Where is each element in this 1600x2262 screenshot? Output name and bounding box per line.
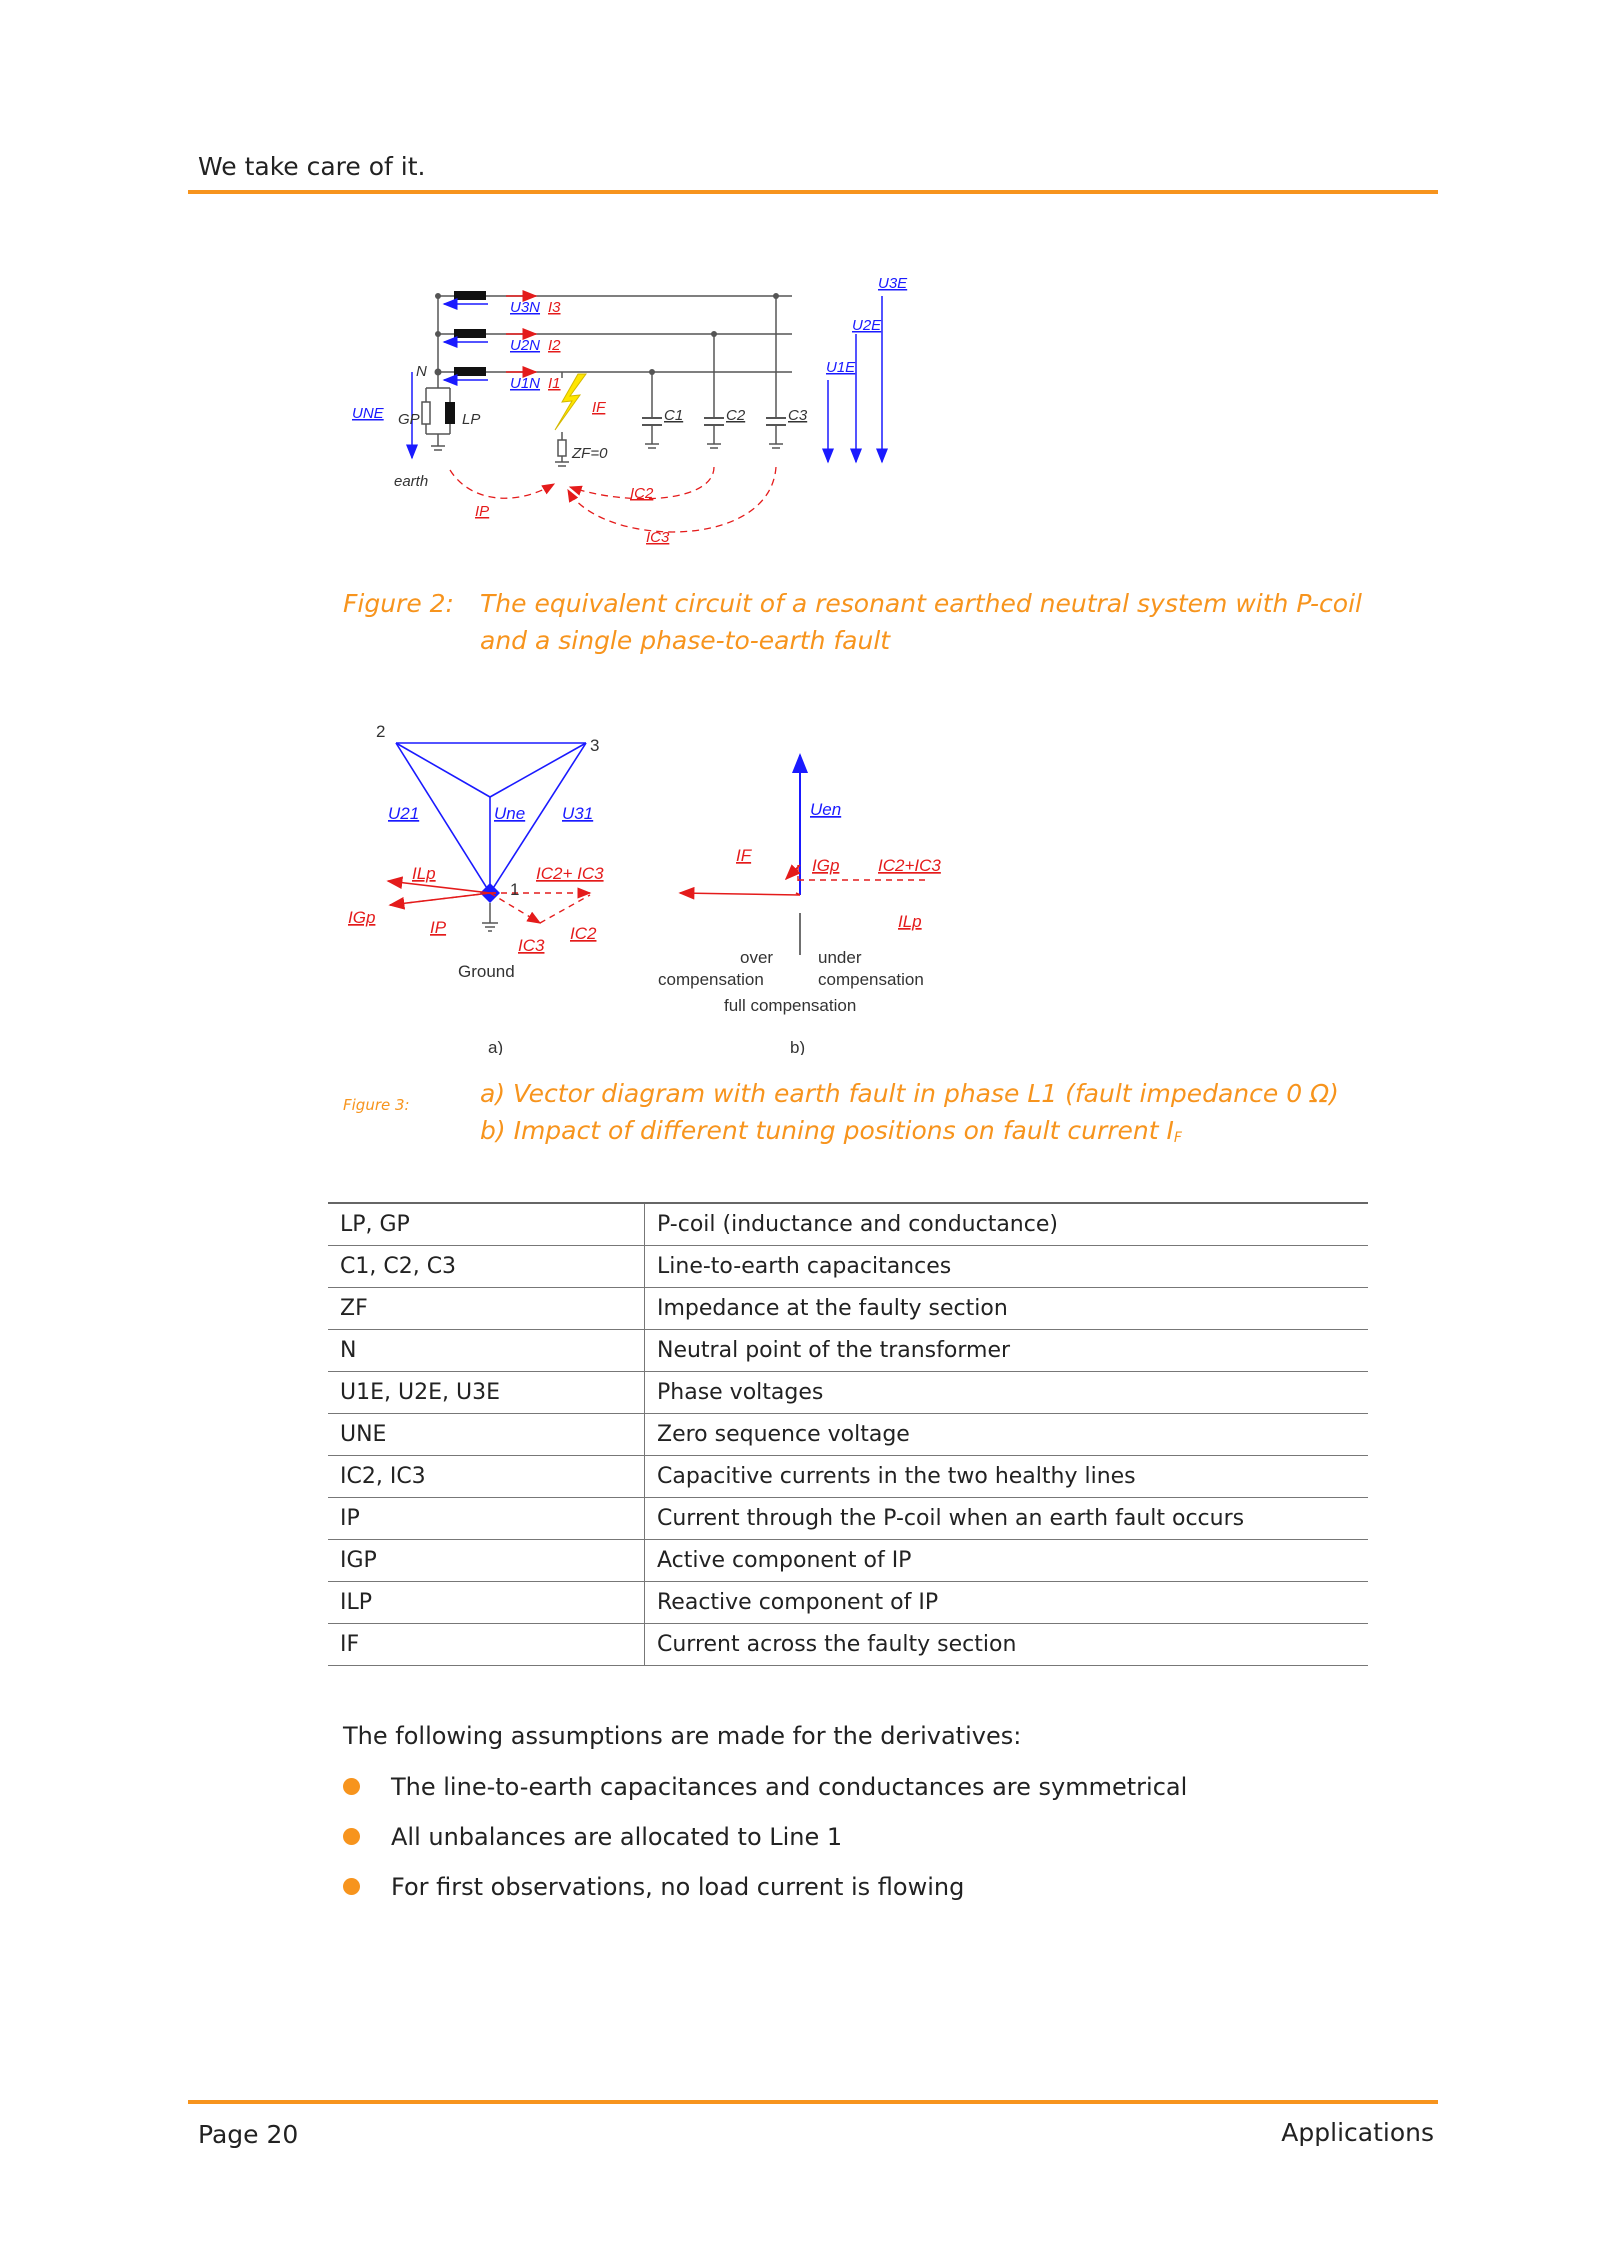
fig3-under-comp: compensation [818, 970, 924, 989]
table-row [328, 1540, 1368, 1582]
fig3-label-u21: U21 [388, 804, 420, 823]
description-cell: Current through the P-coil when an earth fault occurs [645, 1498, 1369, 1540]
table-row [328, 1246, 1368, 1288]
symbol-cell: C1, C2, C3 [328, 1246, 645, 1288]
fig3-part-a: a) [488, 1038, 504, 1055]
fig2-label-if: IF [592, 399, 606, 416]
table-row [328, 1414, 1368, 1456]
description-cell: Neutral point of the transformer [645, 1330, 1369, 1372]
fig2-label-ic2: IC2 [630, 485, 654, 502]
assumptions-intro: The following assumptions are made for the derivatives: [343, 1722, 1022, 1750]
fig3-under: under [818, 948, 862, 967]
figure-3-caption-number: Figure 3: [343, 1096, 410, 1114]
fig2-label-ip: IP [475, 503, 490, 520]
description-cell: Phase voltages [645, 1372, 1369, 1414]
symbol-cell: U1E, U2E, U3E [328, 1372, 645, 1414]
table-row [328, 1456, 1368, 1498]
fig3-label-ilp: ILp [412, 864, 436, 883]
fig2-label-c1: C1 [664, 407, 684, 424]
footer-rule [188, 2100, 1438, 2104]
fig3-part-b: b) [790, 1038, 806, 1055]
fig3-vertex-1: 1 [510, 880, 520, 899]
description-cell: Zero sequence voltage [645, 1414, 1369, 1456]
table-row [328, 1498, 1368, 1540]
fig2-label-c3: C3 [788, 407, 808, 424]
fig2-label-u1e: U1E [826, 359, 856, 376]
figure-3-caption-line-2-text: b) Impact of different tuning positions on fault current I [480, 1116, 1174, 1145]
assumption-text: All unbalances are allocated to Line 1 [391, 1823, 843, 1851]
list-item [343, 1770, 1187, 1820]
symbol-cell: IC2, IC3 [328, 1456, 645, 1498]
fig3-label-ic2: IC2 [570, 924, 597, 943]
fig3-label-ip: IP [430, 918, 447, 937]
fig2-label-ic3: IC3 [646, 529, 670, 546]
fig3-label-ic3: IC3 [518, 936, 545, 955]
description-cell: Impedance at the faulty section [645, 1288, 1369, 1330]
header-tagline: We take care of it. [198, 152, 426, 181]
description-cell: P-coil (inductance and conductance) [645, 1203, 1369, 1246]
fig2-label-earth: earth [394, 473, 429, 490]
list-item [343, 1870, 1187, 1920]
fig2-label-n: N [416, 363, 427, 380]
figure-3-caption-subscript: F [1173, 1130, 1182, 1146]
table-row [328, 1203, 1368, 1246]
fig3-label-u31: U31 [562, 804, 594, 823]
fig3-over-comp: compensation [658, 970, 764, 989]
symbol-cell: ILP [328, 1582, 645, 1624]
description-cell: Active component of IP [645, 1540, 1369, 1582]
fig3-vertex-2: 2 [376, 722, 386, 741]
fig3-label-igp-b: IGp [812, 856, 840, 875]
fig2-label-zf: ZF=0 [572, 445, 608, 462]
bullet-icon [343, 1828, 360, 1845]
table-row [328, 1330, 1368, 1372]
table-row [328, 1624, 1368, 1666]
fig3-label-igp: IGp [348, 908, 376, 927]
fig3-label-if: IF [736, 846, 752, 865]
fig3-ground-label: Ground [458, 962, 515, 981]
fig3-label-une: Une [494, 804, 526, 823]
fig3-vertex-3: 3 [590, 736, 600, 755]
table-row [328, 1372, 1368, 1414]
fig3-over: over [740, 948, 774, 967]
page-number: Page 20 [198, 2120, 299, 2149]
symbol-cell: ZF [328, 1288, 645, 1330]
fig2-label-une: UNE [352, 405, 384, 422]
symbol-cell: IGP [328, 1540, 645, 1582]
symbol-legend-table [328, 1202, 1368, 1666]
fig2-label-c2: C2 [726, 407, 746, 424]
bullet-icon [343, 1778, 360, 1795]
fig2-label-lp: LP [462, 411, 481, 428]
assumption-text: For first observations, no load current is flowing [391, 1873, 965, 1901]
fig3-label-ic2-ic3-b: IC2+IC3 [878, 856, 941, 875]
fig2-label-i1: I1 [548, 375, 561, 392]
symbol-cell: IF [328, 1624, 645, 1666]
fig2-label-u2e: U2E [852, 317, 882, 334]
figure-3-caption-line-2 [480, 1112, 1400, 1157]
fig2-label-u3n: U3N [510, 299, 541, 316]
description-cell: Capacitive currents in the two healthy lines [645, 1456, 1369, 1498]
section-name: Applications [1281, 2118, 1434, 2147]
figure-2-caption-number: Figure 2: [343, 589, 454, 618]
symbol-cell: N [328, 1330, 645, 1372]
table-row [328, 1288, 1368, 1330]
fig3-full-comp: full compensation [724, 996, 857, 1015]
fig2-label-u1n: U1N [510, 375, 541, 392]
table-row [328, 1582, 1368, 1624]
figure-2-caption [343, 585, 1403, 665]
fig3-label-ilp-b: ILp [898, 912, 922, 931]
fig2-label-i2: I2 [548, 337, 561, 354]
header-rule [188, 190, 1438, 194]
assumption-text: The line-to-earth capacitances and conductances are symmetrical [391, 1773, 1188, 1801]
fig2-label-i3: I3 [548, 299, 561, 316]
figure-2-circuit-diagram [330, 262, 930, 562]
assumptions-list [343, 1770, 1187, 1920]
list-item [343, 1820, 1187, 1870]
fig2-label-u2n: U2N [510, 337, 541, 354]
figure-3-caption-line-1: a) Vector diagram with earth fault in phase L1 (fault impedance 0 Ω) [480, 1079, 1339, 1108]
fig3-label-uen: Uen [810, 800, 842, 819]
fig3-label-ic2-ic3: IC2+ IC3 [536, 864, 604, 883]
description-cell: Current across the faulty section [645, 1624, 1369, 1666]
symbol-cell: IP [328, 1498, 645, 1540]
fig2-label-gp: GP [398, 411, 420, 428]
fig2-label-u3e: U3E [878, 275, 908, 292]
symbol-cell: UNE [328, 1414, 645, 1456]
description-cell: Reactive component of IP [645, 1582, 1369, 1624]
figure-3-caption [343, 1075, 1403, 1155]
description-cell: Line-to-earth capacitances [645, 1246, 1369, 1288]
symbol-cell: LP, GP [328, 1203, 645, 1246]
figure-2-caption-text: The equivalent circuit of a resonant earthed neutral system with P-coil and a single phase-to-earth fault [480, 589, 1362, 655]
bullet-icon [343, 1878, 360, 1895]
figure-3-vector-diagram [340, 715, 980, 1055]
